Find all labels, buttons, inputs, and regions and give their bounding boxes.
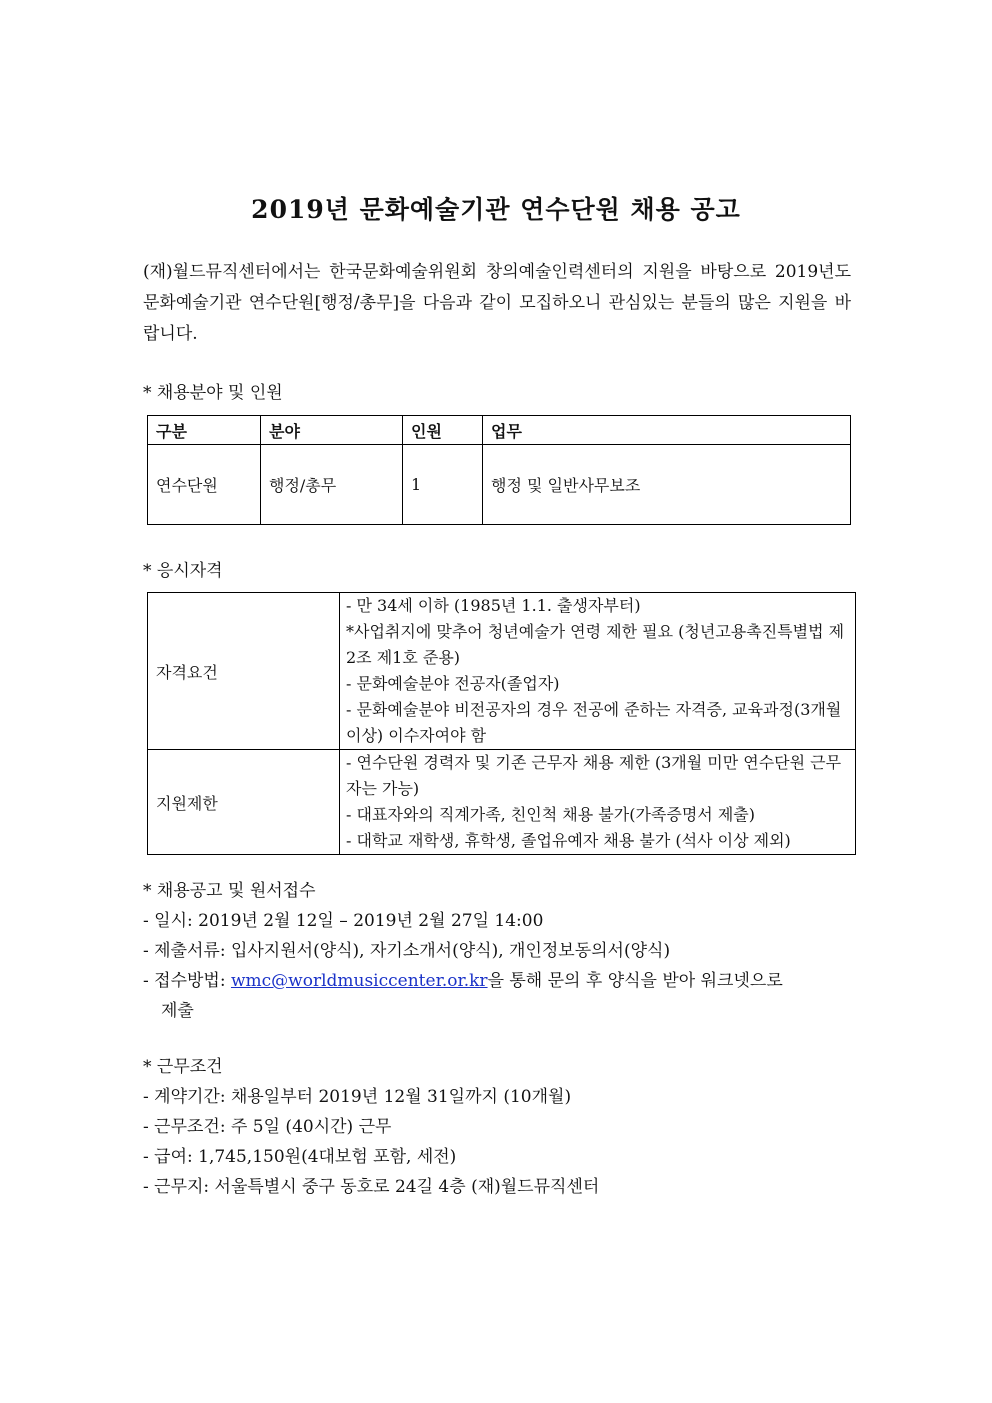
section-heading-conditions: * 근무조건 <box>143 1057 223 1077</box>
application-documents: - 제출서류: 입사지원서(양식), 자기소개서(양식), 개인정보동의서(양식) <box>143 941 671 961</box>
table-header-row <box>148 416 851 445</box>
restriction-line: - 대표자와의 직계가족, 친인척 채용 불가(가족증명서 제출) <box>346 805 755 824</box>
table-cell-content <box>340 593 856 750</box>
method-text: 을 통해 문의 후 양식을 받아 워크넷으로 <box>487 971 783 991</box>
application-method-continued: 제출 <box>161 1001 194 1021</box>
page-title: 2019년 문화예술기관 연수단원 채용 공고 <box>251 195 741 224</box>
table-header-cell: 분야 <box>261 416 403 445</box>
table-cell: 행정/총무 <box>261 445 403 525</box>
table-cell-content <box>340 750 856 855</box>
table-row <box>148 445 851 525</box>
condition-item: - 계약기간: 채용일부터 2019년 12월 31일까지 (10개월) <box>143 1087 572 1107</box>
conditions-section <box>143 1052 855 1202</box>
table-cell: 연수단원 <box>148 445 261 525</box>
table-cell-label: 지원제한 <box>148 750 340 855</box>
restriction-line: - 연수단원 경력자 및 기존 근무자 채용 제한 (3개월 미만 연수단원 근무자는 가능) <box>346 753 842 798</box>
qualification-line: - 문화예술분야 비전공자의 경우 전공에 준하는 자격증, 교육과정(3개월 이상) 이수자여야 함 <box>346 700 842 745</box>
table-header-cell: 업무 <box>483 416 851 445</box>
application-section <box>143 876 855 1026</box>
table-header-cell: 인원 <box>403 416 483 445</box>
qualification-line: *사업취지에 맞추어 청년예술가 연령 제한 필요 (청년고용촉진특별법 제2조 제1호 준용) <box>346 622 845 667</box>
table-row <box>148 750 856 855</box>
application-date: - 일시: 2019년 2월 12일 – 2019년 2월 27일 14:00 <box>143 911 544 931</box>
intro-paragraph: (재)월드뮤직센터에서는 한국문화예술위원회 창의예술인력센터의 지원을 바탕으로 2019년도 문화예술기관 연수단원[행정/총무]을 다음과 같이 모집하오니 관심있는 분들의 많은 지원을 바랍니다. <box>143 262 851 344</box>
table-header-cell: 구분 <box>148 416 261 445</box>
section-heading-recruitment: * 채용분야 및 인원 <box>143 383 283 403</box>
table-cell: 1 <box>403 445 483 525</box>
restriction-line: - 대학교 재학생, 휴학생, 졸업유예자 채용 불가 (석사 이상 제외) <box>346 831 791 850</box>
section-heading-application: * 채용공고 및 원서접수 <box>143 881 316 901</box>
table-row <box>148 593 856 750</box>
qualification-line: - 만 34세 이하 (1985년 1.1. 출생자부터) <box>346 596 641 615</box>
method-label: - 접수방법: <box>143 971 231 991</box>
recruitment-table <box>147 415 851 525</box>
condition-item: - 급여: 1,745,150원(4대보험 포함, 세전) <box>143 1147 457 1167</box>
section-heading-qualifications: * 응시자격 <box>143 561 223 581</box>
qualifications-table <box>147 592 856 855</box>
application-method <box>143 966 855 996</box>
email-link[interactable]: wmc@worldmusiccenter.or.kr <box>230 971 488 991</box>
table-cell: 행정 및 일반사무보조 <box>483 445 851 525</box>
condition-item: - 근무조건: 주 5일 (40시간) 근무 <box>143 1117 392 1137</box>
qualification-line: - 문화예술분야 전공자(졸업자) <box>346 674 560 693</box>
table-cell-label: 자격요건 <box>148 593 340 750</box>
condition-item: - 근무지: 서울특별시 중구 동호로 24길 4층 (재)월드뮤직센터 <box>143 1177 600 1197</box>
